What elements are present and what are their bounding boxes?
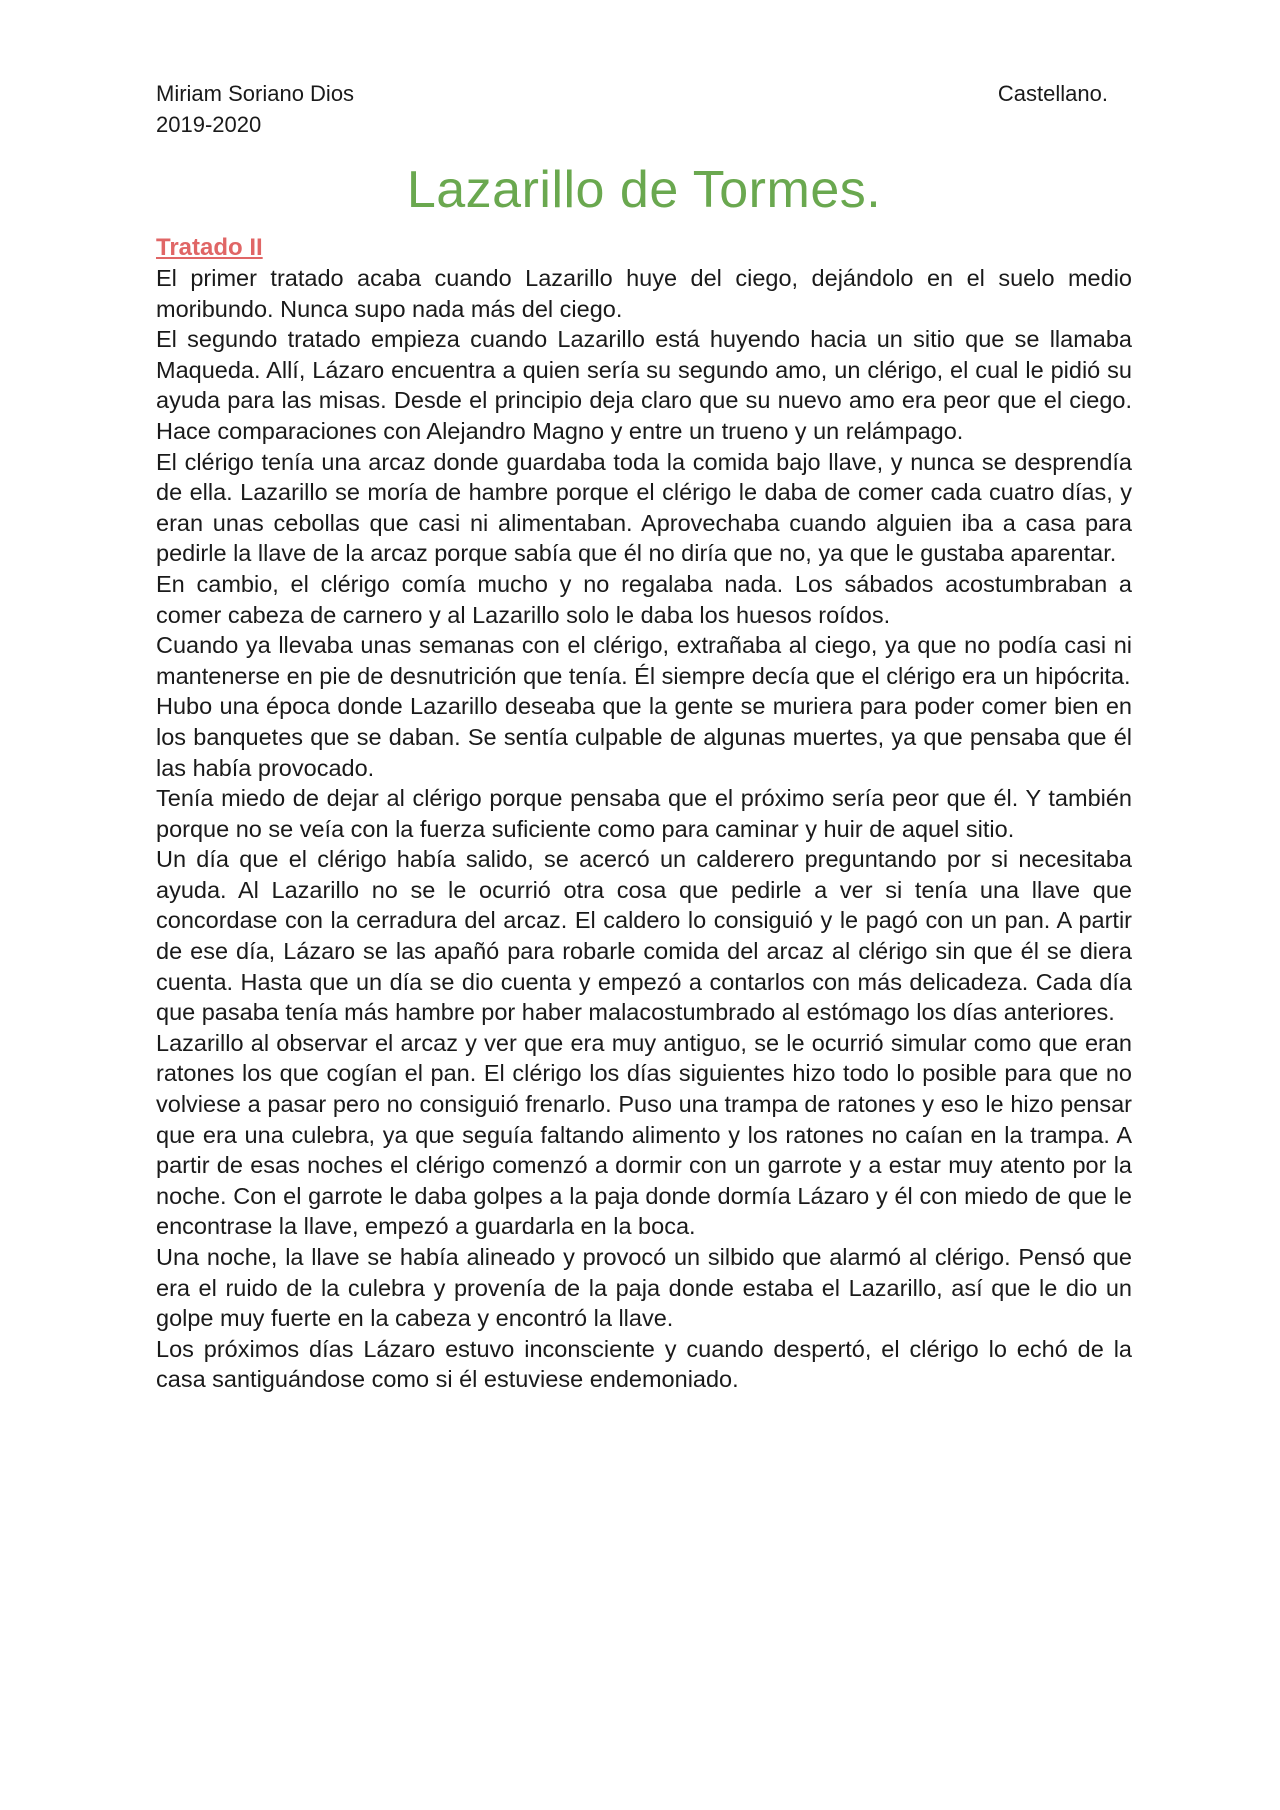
paragraph: El segundo tratado empieza cuando Lazarillo está huyendo hacia un sitio que se llamaba Maqueda. Allí, Lázaro encuentra a quien sería su segundo amo, un clérigo, el cual le pidió su ayuda para las misas. Desde el principio deja claro que su nuevo amo era peor que el ciego. Hace comparaciones con Alejandro Magno y entre un trueno y un relámpago. bbox=[156, 326, 1132, 444]
document-page bbox=[156, 78, 1132, 1395]
paragraph: Un día que el clérigo había salido, se acercó un calderero preguntando por si necesitaba ayuda. Al Lazarillo no se le ocurrió otra cosa que pedirle a ver si tenía una llave que concordase con la cerradura del arcaz. El caldero lo consiguió y le pagó con un pan. A partir de ese día, Lázaro se las apañó para robarle comida del arcaz al clérigo sin que él se diera cuenta. Hasta que un día se dio cuenta y empezó a contarlos con más delicadeza. Cada día que pasaba tenía más hambre por haber malacostumbrado al estómago los días anteriores. bbox=[156, 846, 1132, 1026]
section-heading: Tratado II bbox=[156, 234, 263, 261]
paragraph: Lazarillo al observar el arcaz y ver que era muy antiguo, se le ocurrió simular como que eran ratones los que cogían el pan. El clérigo los días siguientes hizo todo lo posible para que no volviese a pasar pero no consiguió frenarlo. Puso una trampa de ratones y eso le hizo pensar que era una culebra, ya que seguía faltando alimento y los ratones no caían en la trampa. A partir de esas noches el clérigo comenzó a dormir con un garrote y a estar muy atento por la noche. Con el garrote le daba golpes a la paja donde dormía Lázaro y él con miedo de que le encontrase la llave, empezó a guardarla en la boca. bbox=[156, 1029, 1132, 1240]
section-body bbox=[156, 263, 1132, 1395]
school-year: 2019-2020 bbox=[156, 112, 262, 137]
paragraph: El primer tratado acaba cuando Lazarillo huye del ciego, dejándolo en el suelo medio moribundo. Nunca supo nada más del ciego. bbox=[156, 265, 1132, 322]
subject-name: Castellano. bbox=[997, 81, 1108, 106]
paragraph: Una noche, la llave se había alineado y provocó un silbido que alarmó al clérigo. Pensó que era el ruido de la culebra y provenía de la paja donde estaba el Lazarillo, así que le dio un golpe muy fuerte en la cabeza y encontró la llave. bbox=[156, 1244, 1132, 1332]
paragraph: Cuando ya llevaba unas semanas con el clérigo, extrañaba al ciego, ya que no podía casi ni mantenerse en pie de desnutrición que tenía. Él siempre decía que el clérigo era un hipócrita. bbox=[156, 632, 1132, 689]
paragraph: Tenía miedo de dejar al clérigo porque pensaba que el próximo sería peor que él. Y también porque no se veía con la fuerza suficiente como para caminar y huir de aquel sitio. bbox=[156, 785, 1132, 842]
document-title: Lazarillo de Tormes. bbox=[406, 161, 882, 219]
paragraph: El clérigo tenía una arcaz donde guardaba toda la comida bajo llave, y nunca se desprendía de ella. Lazarillo se moría de hambre porque el clérigo le daba de comer cada cuatro días, y eran unas cebollas que casi ni alimentaban. Aprovechaba cuando alguien iba a casa para pedirle la llave de la arcaz porque sabía que él no diría que no, ya que le gustaba aparentar. bbox=[156, 448, 1132, 567]
paragraph: Los próximos días Lázaro estuvo inconsciente y cuando despertó, el clérigo lo echó de la casa santiguándose como si él estuviese endemoniado. bbox=[156, 1335, 1132, 1393]
paragraph: En cambio, el clérigo comía mucho y no regalaba nada. Los sábados acostumbraban a comer cabeza de carnero y al Lazarillo solo le daba los huesos roídos. bbox=[156, 570, 1132, 628]
document-header bbox=[156, 78, 1132, 109]
author-name: Miriam Soriano Dios bbox=[156, 81, 355, 106]
paragraph: Hubo una época donde Lazarillo deseaba que la gente se muriera para poder comer bien en los banquetes que se daban. Se sentía culpable de algunas muertes, ya que pensaba que él las había provocado. bbox=[156, 693, 1132, 781]
